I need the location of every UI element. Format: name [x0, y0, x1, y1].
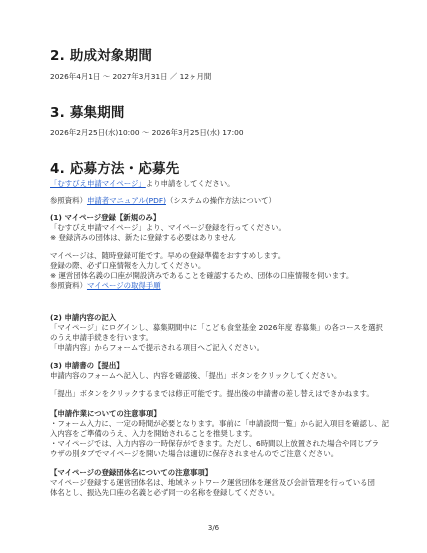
work-notes-line-3: ・マイページでは、入力内容の一時保存ができます。ただし、6時間以上放置された場合や同じブラ [50, 439, 380, 448]
step-1-line-4: 登録の際、必ず口座情報を入力してください。 [50, 261, 206, 270]
step-2-title: (2) 申請内容の記入 [50, 313, 117, 322]
mypage-procedure-link[interactable]: マイページの取得手順 [86, 281, 161, 290]
page-number: 3/6 [207, 524, 220, 532]
step-1-reference-label: 参照資料） [50, 281, 87, 290]
step-1-line-5: ※ 運営団体名義の口座が開設済みであることを確認するため、団体の口座情報を伺います。 [50, 271, 354, 280]
application-period-text: 2026年2月25日(水)10:00 ～ 2026年3月25日(水) 17:00 [50, 128, 244, 137]
org-notes-title: 【マイページの登録団体名についての注意事項】 [50, 468, 213, 477]
grant-period-text: 2026年4月1日 ～ 2027年3月31日 ／ 12ヶ月間 [50, 72, 212, 81]
step-1-title: (1) マイページ登録【新規のみ】 [50, 213, 161, 222]
org-notes-line-2: 体名とし、振込先口座の名義と必ず同一の名称を登録してください。 [50, 488, 280, 497]
work-notes-line-2: 入内容をご準備のうえ、入力を開始されることを推奨します。 [50, 429, 257, 438]
step-1-line-2: ※ 登録済みの団体は、新たに登録する必要はありません [50, 233, 236, 242]
step-1-line-3: マイページは、随時登録可能です。早めの登録準備をおすすめします。 [50, 251, 286, 260]
work-notes-line-4: ウザの別タブでマイページを開いた場合は適切に保存されませんのでご注意ください。 [50, 449, 339, 458]
manual-pdf-link[interactable]: 申請者マニュアル(PDF) [86, 196, 166, 205]
mypage-link[interactable]: 「むすびえ申請マイページ」 [50, 179, 146, 188]
work-notes-line-1: ・フォーム入力に、一定の時間が必要となります。事前に「申請設問一覧」から記入項目を確認し、記 [50, 419, 390, 428]
step-3-title: (3) 申請書の【提出】 [50, 361, 124, 370]
section-3-heading: 3. 募集期間 [50, 105, 125, 121]
intro-line [50, 179, 235, 189]
step-2-line-3: 「申請内容」からフォームで提示される項目へご記入ください。 [50, 343, 264, 352]
step-2-line-2: のうえ申請手続きを行います。 [50, 333, 153, 342]
step-1-reference [50, 281, 161, 291]
step-1-line-1: 「むすびえ申請マイページ」より、マイページ登録を行ってください。 [50, 223, 286, 232]
reference-label: 参照資料） [50, 196, 87, 205]
reference-note: （システムの操作方法について） [165, 196, 276, 205]
reference-line [50, 196, 276, 206]
org-notes-line-1: マイページ登録する運営団体名は、地域ネットワーク運営団体を運営及び会計管理を行っている団 [50, 478, 375, 487]
work-notes-title: 【申請作業についての注意事項】 [50, 409, 161, 418]
section-2-heading: 2. 助成対象期間 [50, 48, 153, 64]
step-3-line-2: 「提出」ボタンをクリックするまでは修正可能です。提出後の申請書の差し替えはできかねます。 [50, 389, 374, 398]
step-2-line-1: 「マイページ」にログインし、募集期間中に「こども食堂基金 2026年度 春募集」の各コースを選択 [50, 323, 383, 332]
section-4-heading: 4. 応募方法・応募先 [50, 161, 180, 177]
intro-text: より申請をしてください。 [145, 179, 235, 188]
step-3-line-1: 申請内容のフォームへ記入し、内容を確認後、「提出」ボタンをクリックしてください。 [50, 371, 342, 380]
